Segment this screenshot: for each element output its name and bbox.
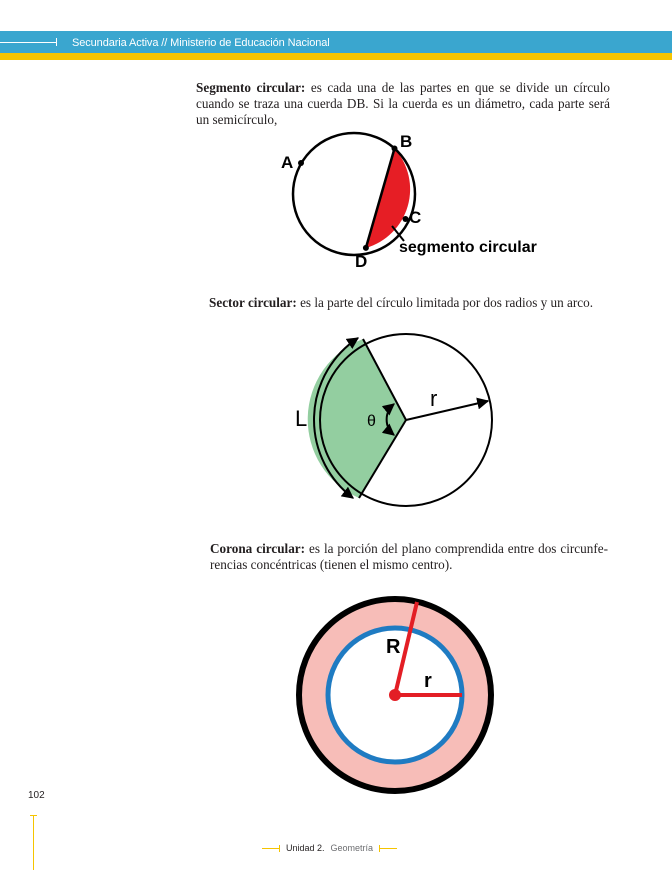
label-b: B: [400, 132, 413, 151]
definition-corona: es la porción del plano comprendida entre dos circunferencias concéntricas (tienen el mismo centro).: [210, 541, 608, 572]
center-point: [389, 689, 401, 701]
footer-decor-left: [262, 848, 280, 849]
header-title: Secundaria Activa // Ministerio de Educación Nacional: [72, 37, 330, 49]
header-decor-tick: [56, 38, 57, 46]
radius-r-arrow: [406, 401, 488, 420]
label-theta: θ: [367, 413, 376, 430]
footer-topic: Geometría: [330, 843, 374, 853]
side-decor-line: [33, 815, 34, 870]
corona-circular-figure: [290, 590, 500, 800]
point-d: [363, 245, 369, 251]
segment-fill: [366, 149, 410, 248]
paragraph-sector: [209, 295, 609, 311]
label-l: L: [295, 406, 308, 431]
label-a: A: [281, 153, 294, 172]
label-big-r: R: [386, 636, 401, 658]
segment-circular-figure: [270, 128, 560, 276]
header-decor-line: [0, 42, 56, 43]
page-number: 102: [28, 790, 45, 801]
point-b: [392, 146, 398, 152]
point-a: [298, 160, 304, 166]
term-sector: Sector circular:: [209, 295, 297, 310]
footer: [262, 843, 397, 853]
label-d: D: [355, 252, 368, 271]
header-rule: [0, 53, 672, 60]
caption-segmento: segmento circular: [399, 239, 537, 256]
paragraph-segmento: [196, 80, 610, 128]
sector-circular-figure: [280, 328, 510, 513]
label-c: C: [409, 208, 422, 227]
point-c: [403, 216, 409, 222]
term-corona: Corona circular:: [210, 541, 306, 556]
footer-unit: Unidad 2.: [286, 843, 325, 853]
definition-segmento: es cada una de las partes en que se divide un círculo cuando se traza una cuerda DB. Si la cuerda es un diámetro, cada parte será un semicírculo,: [196, 80, 611, 127]
footer-decor-right: [379, 848, 397, 849]
paragraph-corona: [210, 541, 608, 573]
label-small-r: r: [424, 670, 432, 692]
definition-sector: es la parte del círculo limitada por dos radios y un arco.: [296, 295, 594, 310]
sector-fill: [308, 339, 406, 498]
label-r-sector: r: [430, 386, 438, 411]
term-segmento: Segmento circular:: [196, 80, 306, 95]
